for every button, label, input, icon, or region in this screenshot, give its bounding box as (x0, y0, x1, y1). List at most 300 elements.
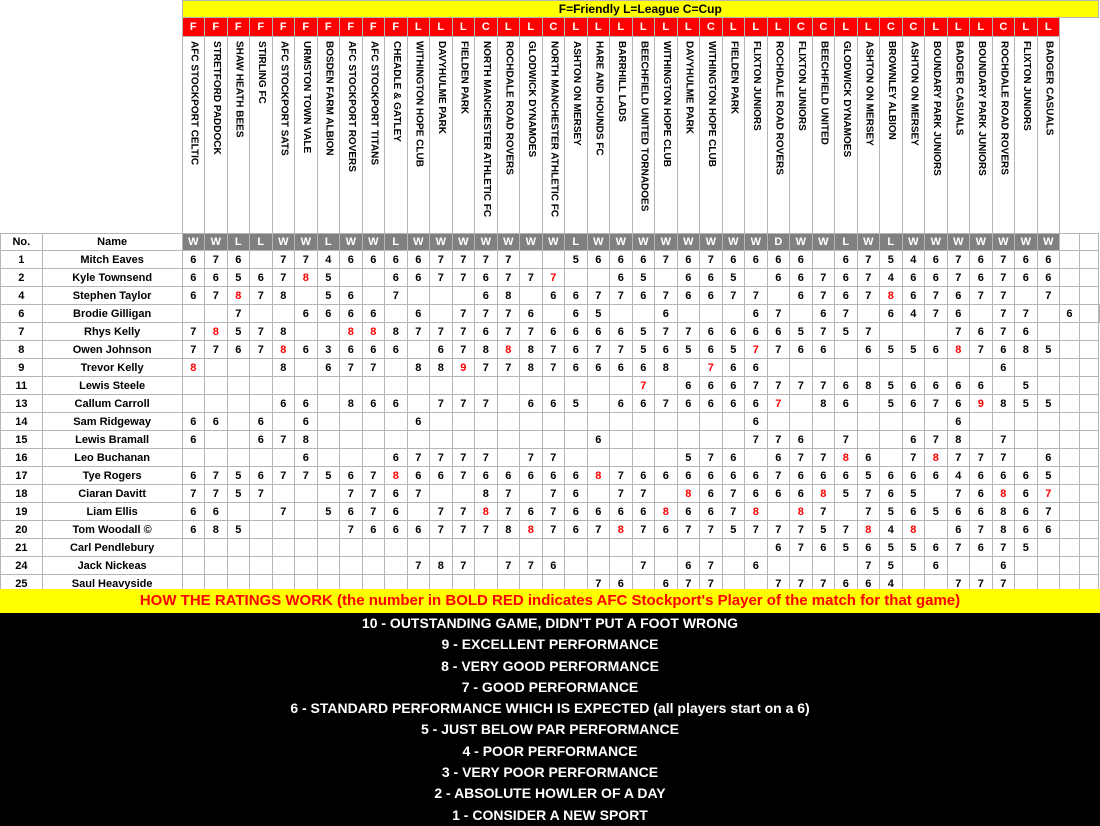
rating-cell: 7 (362, 467, 385, 485)
rating-cell: 7 (520, 557, 543, 575)
rating-cell (880, 323, 903, 341)
match-type-cell: L (925, 18, 948, 37)
rating-cell: 6 (835, 269, 858, 287)
rating-cell (317, 377, 340, 395)
rating-cell (227, 395, 250, 413)
player-row (1, 269, 1100, 287)
rating-cell (565, 557, 588, 575)
player-name: Leo Buchanan (42, 449, 182, 467)
opponent-name: GLODWICK DYNAMOES (840, 41, 852, 158)
rating-cell: 7 (430, 449, 453, 467)
rating-cell (1037, 305, 1060, 323)
rating-cell (677, 359, 700, 377)
match-type-cell: F (385, 18, 408, 37)
rating-cell: 7 (857, 287, 880, 305)
rating-cell: 7 (655, 395, 678, 413)
rating-cell (475, 431, 498, 449)
result-cell: W (812, 234, 835, 251)
rating-cell: 6 (745, 251, 768, 269)
rating-cell: 6 (767, 251, 790, 269)
rating-cell: 6 (475, 287, 498, 305)
rating-cell: 5 (880, 377, 903, 395)
rating-cell: 7 (452, 557, 475, 575)
player-of-match-rating: 8 (587, 467, 610, 485)
rating-cell (317, 539, 340, 557)
rating-cell: 6 (947, 413, 970, 431)
player-row (1, 431, 1100, 449)
rating-cell (610, 449, 633, 467)
rating-cell (520, 287, 543, 305)
rating-cell: 6 (587, 251, 610, 269)
rating-cell: 5 (835, 485, 858, 503)
rating-cell: 6 (430, 341, 453, 359)
result-cell: W (407, 234, 430, 251)
rating-cell (272, 557, 295, 575)
rating-cell: 7 (272, 431, 295, 449)
player-row (1, 287, 1100, 305)
rating-cell (407, 539, 430, 557)
rating-cell: 7 (992, 431, 1015, 449)
rating-cell: 7 (475, 251, 498, 269)
player-of-match-rating: 8 (835, 449, 858, 467)
rating-cell: 7 (520, 269, 543, 287)
player-number: 19 (1, 503, 43, 521)
result-cell: L (880, 234, 903, 251)
rating-cell: 5 (565, 251, 588, 269)
rating-cell: 6 (317, 359, 340, 377)
player-of-match-rating: 8 (947, 341, 970, 359)
rating-cell: 7 (745, 287, 768, 305)
empty-cell (1079, 557, 1098, 575)
rating-cell (902, 323, 925, 341)
rating-cell: 8 (992, 395, 1015, 413)
rating-cell: 7 (542, 521, 565, 539)
match-type-cell: L (610, 18, 633, 37)
rating-cell: 6 (1015, 269, 1038, 287)
match-type-cell: F (295, 18, 318, 37)
result-cell: W (340, 234, 363, 251)
rating-cell (1015, 449, 1038, 467)
player-of-match-rating: 8 (520, 521, 543, 539)
rating-cell (587, 539, 610, 557)
rating-cell: 7 (430, 503, 453, 521)
opponent-name: WITHINGTON HOPE CLUB (705, 41, 717, 167)
result-cell: L (835, 234, 858, 251)
rating-cell (452, 287, 475, 305)
rating-cell: 6 (632, 395, 655, 413)
rating-cell (610, 305, 633, 323)
result-cell: W (700, 234, 723, 251)
empty-cell (1079, 395, 1098, 413)
opponent-header (925, 37, 948, 234)
rating-cell (497, 395, 520, 413)
rating-scale-line: 1 - CONSIDER A NEW SPORT (452, 806, 648, 823)
rating-cell: 6 (430, 467, 453, 485)
rating-cell: 6 (947, 305, 970, 323)
rating-cell (767, 287, 790, 305)
rating-cell: 7 (497, 323, 520, 341)
rating-cell (835, 359, 858, 377)
opponent-name: ROCHDALE ROAD ROVERS (503, 41, 515, 175)
rating-cell (295, 323, 318, 341)
rating-cell: 6 (182, 269, 205, 287)
opponent-name: ROCHDALE ROAD ROVERS (773, 41, 785, 175)
rating-cell: 6 (992, 467, 1015, 485)
rating-cell (655, 557, 678, 575)
opponent-header (497, 37, 520, 234)
rating-cell: 6 (947, 377, 970, 395)
rating-cell: 7 (767, 467, 790, 485)
rating-cell (610, 557, 633, 575)
empty-cell (1079, 251, 1098, 269)
rating-cell: 5 (880, 539, 903, 557)
opponent-header (700, 37, 723, 234)
match-type-cell: F (317, 18, 340, 37)
rating-cell: 7 (385, 287, 408, 305)
result-cell: W (272, 234, 295, 251)
rating-cell: 7 (857, 485, 880, 503)
player-of-match-rating: 8 (205, 323, 228, 341)
rating-cell: 5 (722, 341, 745, 359)
rating-cell: 6 (610, 323, 633, 341)
rating-cell: 6 (295, 413, 318, 431)
rating-cell (295, 485, 318, 503)
rating-cell: 6 (385, 503, 408, 521)
rating-cell: 7 (655, 323, 678, 341)
empty-cell (1079, 503, 1098, 521)
match-type-cell: L (947, 18, 970, 37)
rating-cell: 7 (452, 449, 475, 467)
rating-cell (520, 485, 543, 503)
rating-cell: 6 (542, 323, 565, 341)
rating-cell (430, 413, 453, 431)
rating-cell (362, 377, 385, 395)
rating-cell (317, 449, 340, 467)
rating-cell: 7 (632, 557, 655, 575)
empty-cell (1079, 413, 1098, 431)
opponent-header (767, 37, 790, 234)
rating-cell (722, 305, 745, 323)
rating-cell: 7 (655, 287, 678, 305)
rating-cell (700, 305, 723, 323)
rating-cell (857, 431, 880, 449)
rating-cell: 6 (812, 341, 835, 359)
result-cell: W (1037, 234, 1060, 251)
rating-cell (520, 413, 543, 431)
rating-cell: 7 (250, 485, 273, 503)
rating-cell (542, 413, 565, 431)
rating-cell: 5 (317, 503, 340, 521)
rating-cell: 6 (767, 485, 790, 503)
rating-cell (227, 359, 250, 377)
rating-cell: 6 (970, 251, 993, 269)
rating-cell: 6 (745, 323, 768, 341)
player-of-match-rating: 7 (700, 359, 723, 377)
rating-cell (655, 269, 678, 287)
rating-cell: 6 (655, 305, 678, 323)
rating-cell: 6 (182, 467, 205, 485)
rating-cell: 6 (835, 467, 858, 485)
rating-cell: 7 (812, 269, 835, 287)
empty-cell (1060, 37, 1080, 234)
rating-cell (767, 503, 790, 521)
rating-cell: 7 (497, 503, 520, 521)
rating-cell: 7 (250, 323, 273, 341)
rating-cell: 6 (520, 305, 543, 323)
opponent-header (677, 37, 700, 234)
result-cell: W (452, 234, 475, 251)
opponent-name: AFC STOCKPORT TITANS (368, 41, 380, 166)
rating-cell (722, 557, 745, 575)
rating-cell: 6 (610, 269, 633, 287)
rating-cell (317, 485, 340, 503)
rating-cell (520, 431, 543, 449)
rating-cell: 6 (835, 575, 858, 593)
rating-cell: 8 (272, 359, 295, 377)
rating-cell: 6 (272, 395, 295, 413)
rating-cell (857, 305, 880, 323)
rating-cell: 5 (227, 467, 250, 485)
rating-cell: 6 (587, 359, 610, 377)
rating-cell (857, 359, 880, 377)
rating-cell: 6 (542, 287, 565, 305)
empty-cell (1079, 431, 1098, 449)
opponent-header (182, 37, 205, 234)
rating-cell: 7 (677, 521, 700, 539)
match-type-cell: F (182, 18, 205, 37)
opponent-name: WITHINGTON HOPE CLUB (413, 41, 425, 167)
result-cell: W (925, 234, 948, 251)
rating-cell: 7 (272, 503, 295, 521)
rating-cell: 6 (475, 467, 498, 485)
rating-cell: 7 (767, 341, 790, 359)
rating-cell: 8 (812, 395, 835, 413)
opponent-name: BEECHFIELD UNITED (818, 41, 830, 145)
match-type-cell: L (497, 18, 520, 37)
rating-cell: 5 (790, 323, 813, 341)
empty-cell (1060, 377, 1080, 395)
rating-cell (632, 305, 655, 323)
rating-cell: 7 (362, 485, 385, 503)
rating-cell: 6 (767, 323, 790, 341)
rating-cell (362, 539, 385, 557)
rating-cell: 8 (430, 557, 453, 575)
rating-cell (520, 539, 543, 557)
opponent-name: NORTH MANCHESTER ATHLETIC FC (480, 41, 492, 218)
rating-cell: 7 (700, 251, 723, 269)
empty-cell (1079, 287, 1098, 305)
rating-cell: 7 (790, 539, 813, 557)
rating-cell (767, 359, 790, 377)
rating-cell: 7 (430, 323, 453, 341)
rating-cell: 6 (250, 431, 273, 449)
player-row (1, 485, 1100, 503)
rating-cell (250, 503, 273, 521)
rating-cell: 5 (880, 557, 903, 575)
rating-cell: 8 (520, 359, 543, 377)
opponent-header (407, 37, 430, 234)
rating-cell (295, 539, 318, 557)
rating-cell: 6 (835, 395, 858, 413)
rating-cell (295, 287, 318, 305)
rating-cell: 8 (475, 485, 498, 503)
opponent-header (520, 37, 543, 234)
rating-cell: 7 (677, 323, 700, 341)
rating-cell (587, 485, 610, 503)
result-cell: W (677, 234, 700, 251)
rating-cell (880, 359, 903, 377)
rating-cell: 7 (520, 323, 543, 341)
rating-cell: 6 (182, 431, 205, 449)
empty-cell (1060, 503, 1080, 521)
player-number: 15 (1, 431, 43, 449)
rating-cell (317, 413, 340, 431)
match-type-cell: L (970, 18, 993, 37)
player-name: Stephen Taylor (42, 287, 182, 305)
match-type-cell: L (565, 18, 588, 37)
player-name: Saul Heavyside (42, 575, 182, 593)
rating-cell: 7 (655, 251, 678, 269)
rating-cell (295, 503, 318, 521)
rating-cell: 7 (272, 269, 295, 287)
rating-cell (565, 269, 588, 287)
rating-cell (430, 377, 453, 395)
rating-cell (227, 431, 250, 449)
rating-cell: 7 (992, 449, 1015, 467)
player-row (1, 449, 1100, 467)
rating-cell (542, 251, 565, 269)
rating-cell: 6 (385, 269, 408, 287)
rating-cell (610, 431, 633, 449)
rating-cell (1037, 323, 1060, 341)
opponent-name: CHEADLE & GATLEY (390, 41, 402, 142)
rating-cell: 7 (835, 431, 858, 449)
rating-cell: 7 (790, 521, 813, 539)
rating-cell (677, 305, 700, 323)
rating-cell (812, 413, 835, 431)
rating-cell: 6 (1015, 467, 1038, 485)
empty-cell (1060, 287, 1080, 305)
result-cell: W (430, 234, 453, 251)
rating-cell (227, 413, 250, 431)
rating-cell: 6 (700, 287, 723, 305)
rating-scale-panel (0, 613, 1100, 826)
rating-cell: 6 (790, 269, 813, 287)
rating-cell: 6 (677, 269, 700, 287)
opponent-name: HARE AND HOUNDS FC (593, 41, 605, 156)
rating-cell (272, 539, 295, 557)
rating-cell: 6 (722, 449, 745, 467)
rating-cell: 6 (902, 503, 925, 521)
player-name: Mitch Eaves (42, 251, 182, 269)
match-type-cell: L (430, 18, 453, 37)
opponent-header (970, 37, 993, 234)
player-number: 25 (1, 575, 43, 593)
result-cell: W (902, 234, 925, 251)
rating-cell: 6 (362, 251, 385, 269)
rating-cell: 6 (790, 341, 813, 359)
rating-cell: 6 (340, 341, 363, 359)
no-column-header: No. (1, 234, 43, 251)
rating-cell: 6 (340, 503, 363, 521)
rating-cell: 7 (767, 431, 790, 449)
result-cell: L (565, 234, 588, 251)
rating-cell: 6 (722, 251, 745, 269)
rating-cell: 6 (790, 431, 813, 449)
empty-cell (1060, 323, 1080, 341)
rating-cell: 4 (880, 521, 903, 539)
rating-cell (452, 431, 475, 449)
player-of-match-rating: 8 (655, 503, 678, 521)
rating-cell (1015, 413, 1038, 431)
rating-cell: 7 (677, 575, 700, 593)
rating-cell: 8 (272, 323, 295, 341)
rating-cell: 7 (745, 521, 768, 539)
rating-cell: 6 (970, 467, 993, 485)
rating-cell: 7 (452, 341, 475, 359)
rating-cell: 5 (1015, 377, 1038, 395)
rating-cell (655, 431, 678, 449)
opponent-name: AFC STOCKPORT ROVERS (345, 41, 357, 172)
player-name: Callum Carroll (42, 395, 182, 413)
rating-cell: 7 (857, 269, 880, 287)
rating-cell: 8 (272, 287, 295, 305)
rating-cell: 6 (790, 467, 813, 485)
rating-cell (655, 413, 678, 431)
result-cell: L (385, 234, 408, 251)
rating-cell: 6 (385, 251, 408, 269)
match-type-cell: L (655, 18, 678, 37)
rating-cell (610, 539, 633, 557)
opponent-name: STRETFORD PADDOCK (210, 41, 222, 155)
rating-cell: 7 (947, 539, 970, 557)
player-name: Lewis Steele (42, 377, 182, 395)
rating-scale-line: 6 - STANDARD PERFORMANCE WHICH IS EXPECTED (all players start on a 6) (290, 700, 810, 717)
rating-cell: 6 (835, 287, 858, 305)
rating-cell (925, 413, 948, 431)
rating-cell: 6 (700, 269, 723, 287)
match-type-cell: C (880, 18, 903, 37)
rating-cell (970, 557, 993, 575)
result-cell: W (205, 234, 228, 251)
rating-cell (205, 359, 228, 377)
rating-cell: 7 (430, 395, 453, 413)
rating-cell: 6 (790, 485, 813, 503)
name-column-header: Name (42, 234, 182, 251)
rating-cell (565, 539, 588, 557)
rating-cell (1015, 557, 1038, 575)
rating-cell: 6 (677, 557, 700, 575)
rating-cell (925, 323, 948, 341)
rating-cell: 6 (632, 287, 655, 305)
player-of-match-rating: 7 (542, 269, 565, 287)
opponent-name: AFC STOCKPORT CELTIC (188, 41, 200, 166)
legend-row (1, 1, 1100, 18)
rating-cell: 6 (407, 521, 430, 539)
rating-cell: 7 (610, 287, 633, 305)
rating-cell: 6 (970, 485, 993, 503)
rating-cell: 6 (902, 431, 925, 449)
rating-cell (790, 359, 813, 377)
rating-cell: 6 (1015, 251, 1038, 269)
rating-cell (362, 431, 385, 449)
rating-cell: 5 (902, 485, 925, 503)
player-of-match-rating: 8 (745, 503, 768, 521)
rating-cell: 7 (340, 521, 363, 539)
match-type-cell: L (722, 18, 745, 37)
rating-cell (812, 359, 835, 377)
rating-cell: 7 (632, 485, 655, 503)
